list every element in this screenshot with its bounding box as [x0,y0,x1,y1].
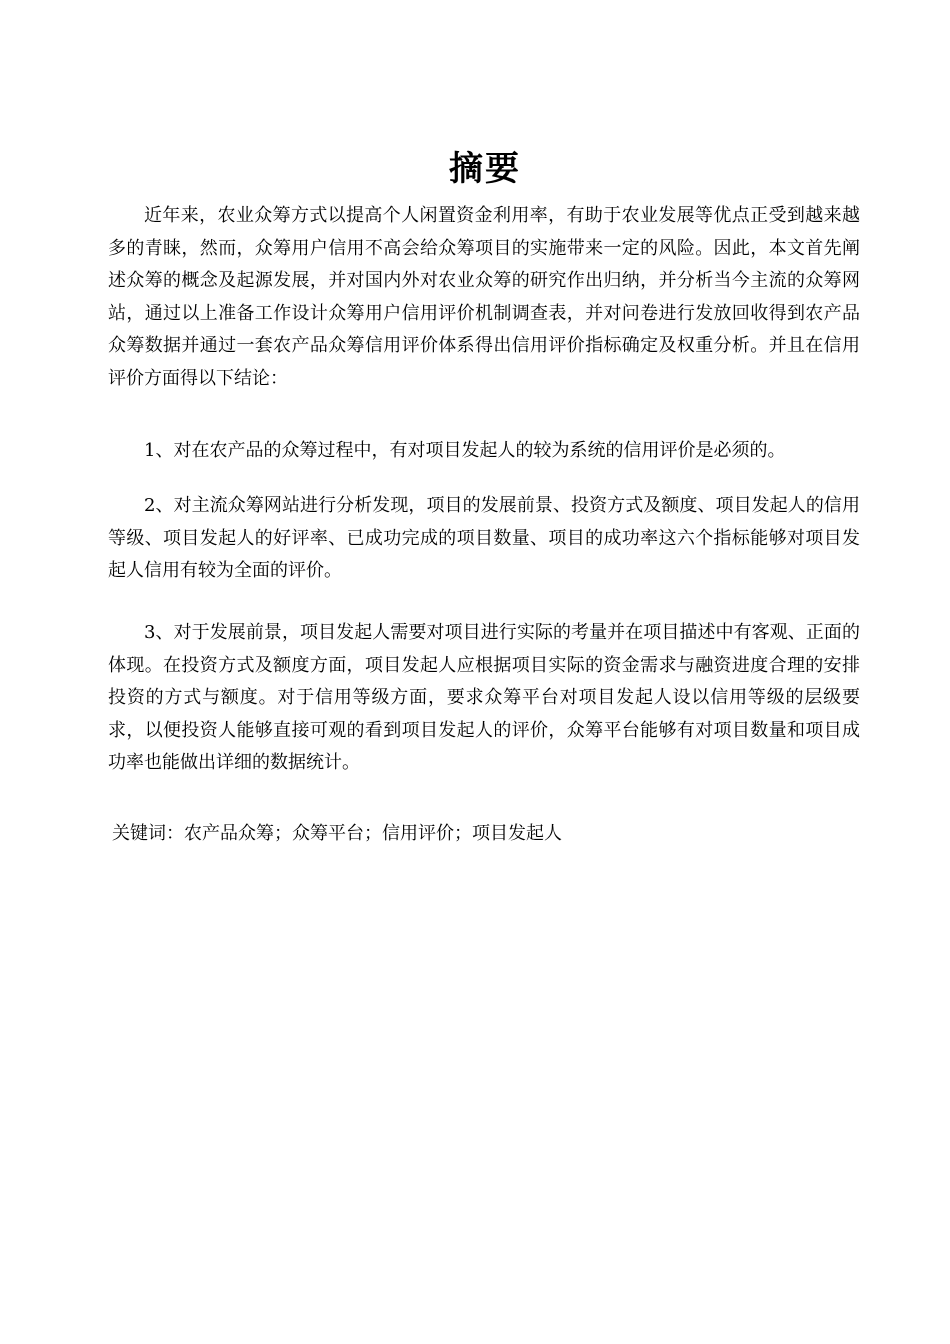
conclusion-item-3: 3、对于发展前景，项目发起人需要对项目进行实际的考量并在项目描述中有客观、正面的体现。在投资方式及额度方面，项目发起人应根据项目实际的资金需求与融资进度合理的安排投资的方式与额度。对于信用等级方面，要求众筹平台对项目发起人设以信用等级的层级要求，以便投资人能够直接可观的看到项目发起人的评价，众筹平台能够有对项目数量和项目成功率也能做出详细的数据统计。 [108,622,860,774]
conclusion-item-1: 1、对在农产品的众筹过程中，有对项目发起人的较为系统的信用评价是必须的。 [144,440,786,461]
conclusion-item-2: 2、对主流众筹网站进行分析发现，项目的发展前景、投资方式及额度、项目发起人的信用等级、项目发起人的好评率、已成功完成的项目数量、项目的成功率这六个指标能够对项目发起人信用有较为全面的评价。 [108,495,860,582]
keywords-line: 关键词：农产品众筹；众筹平台；信用评价；项目发起人 [112,823,562,844]
page-title: 摘要 [449,149,521,189]
abstract-paragraph: 近年来，农业众筹方式以提高个人闲置资金利用率，有助于农业发展等优点正受到越来越多的青睐，然而，众筹用户信用不高会给众筹项目的实施带来一定的风险。因此，本文首先阐述众筹的概念及起源发展，并对国内外对农业众筹的研究作出归纳，并分析当今主流的众筹网站，通过以上准备工作设计众筹用户信用评价机制调查表，并对问卷进行发放回收得到农产品众筹数据并通过一套农产品众筹信用评价体系得出信用评价指标确定及权重分析。并且在信用评价方面得以下结论： [108,205,860,389]
